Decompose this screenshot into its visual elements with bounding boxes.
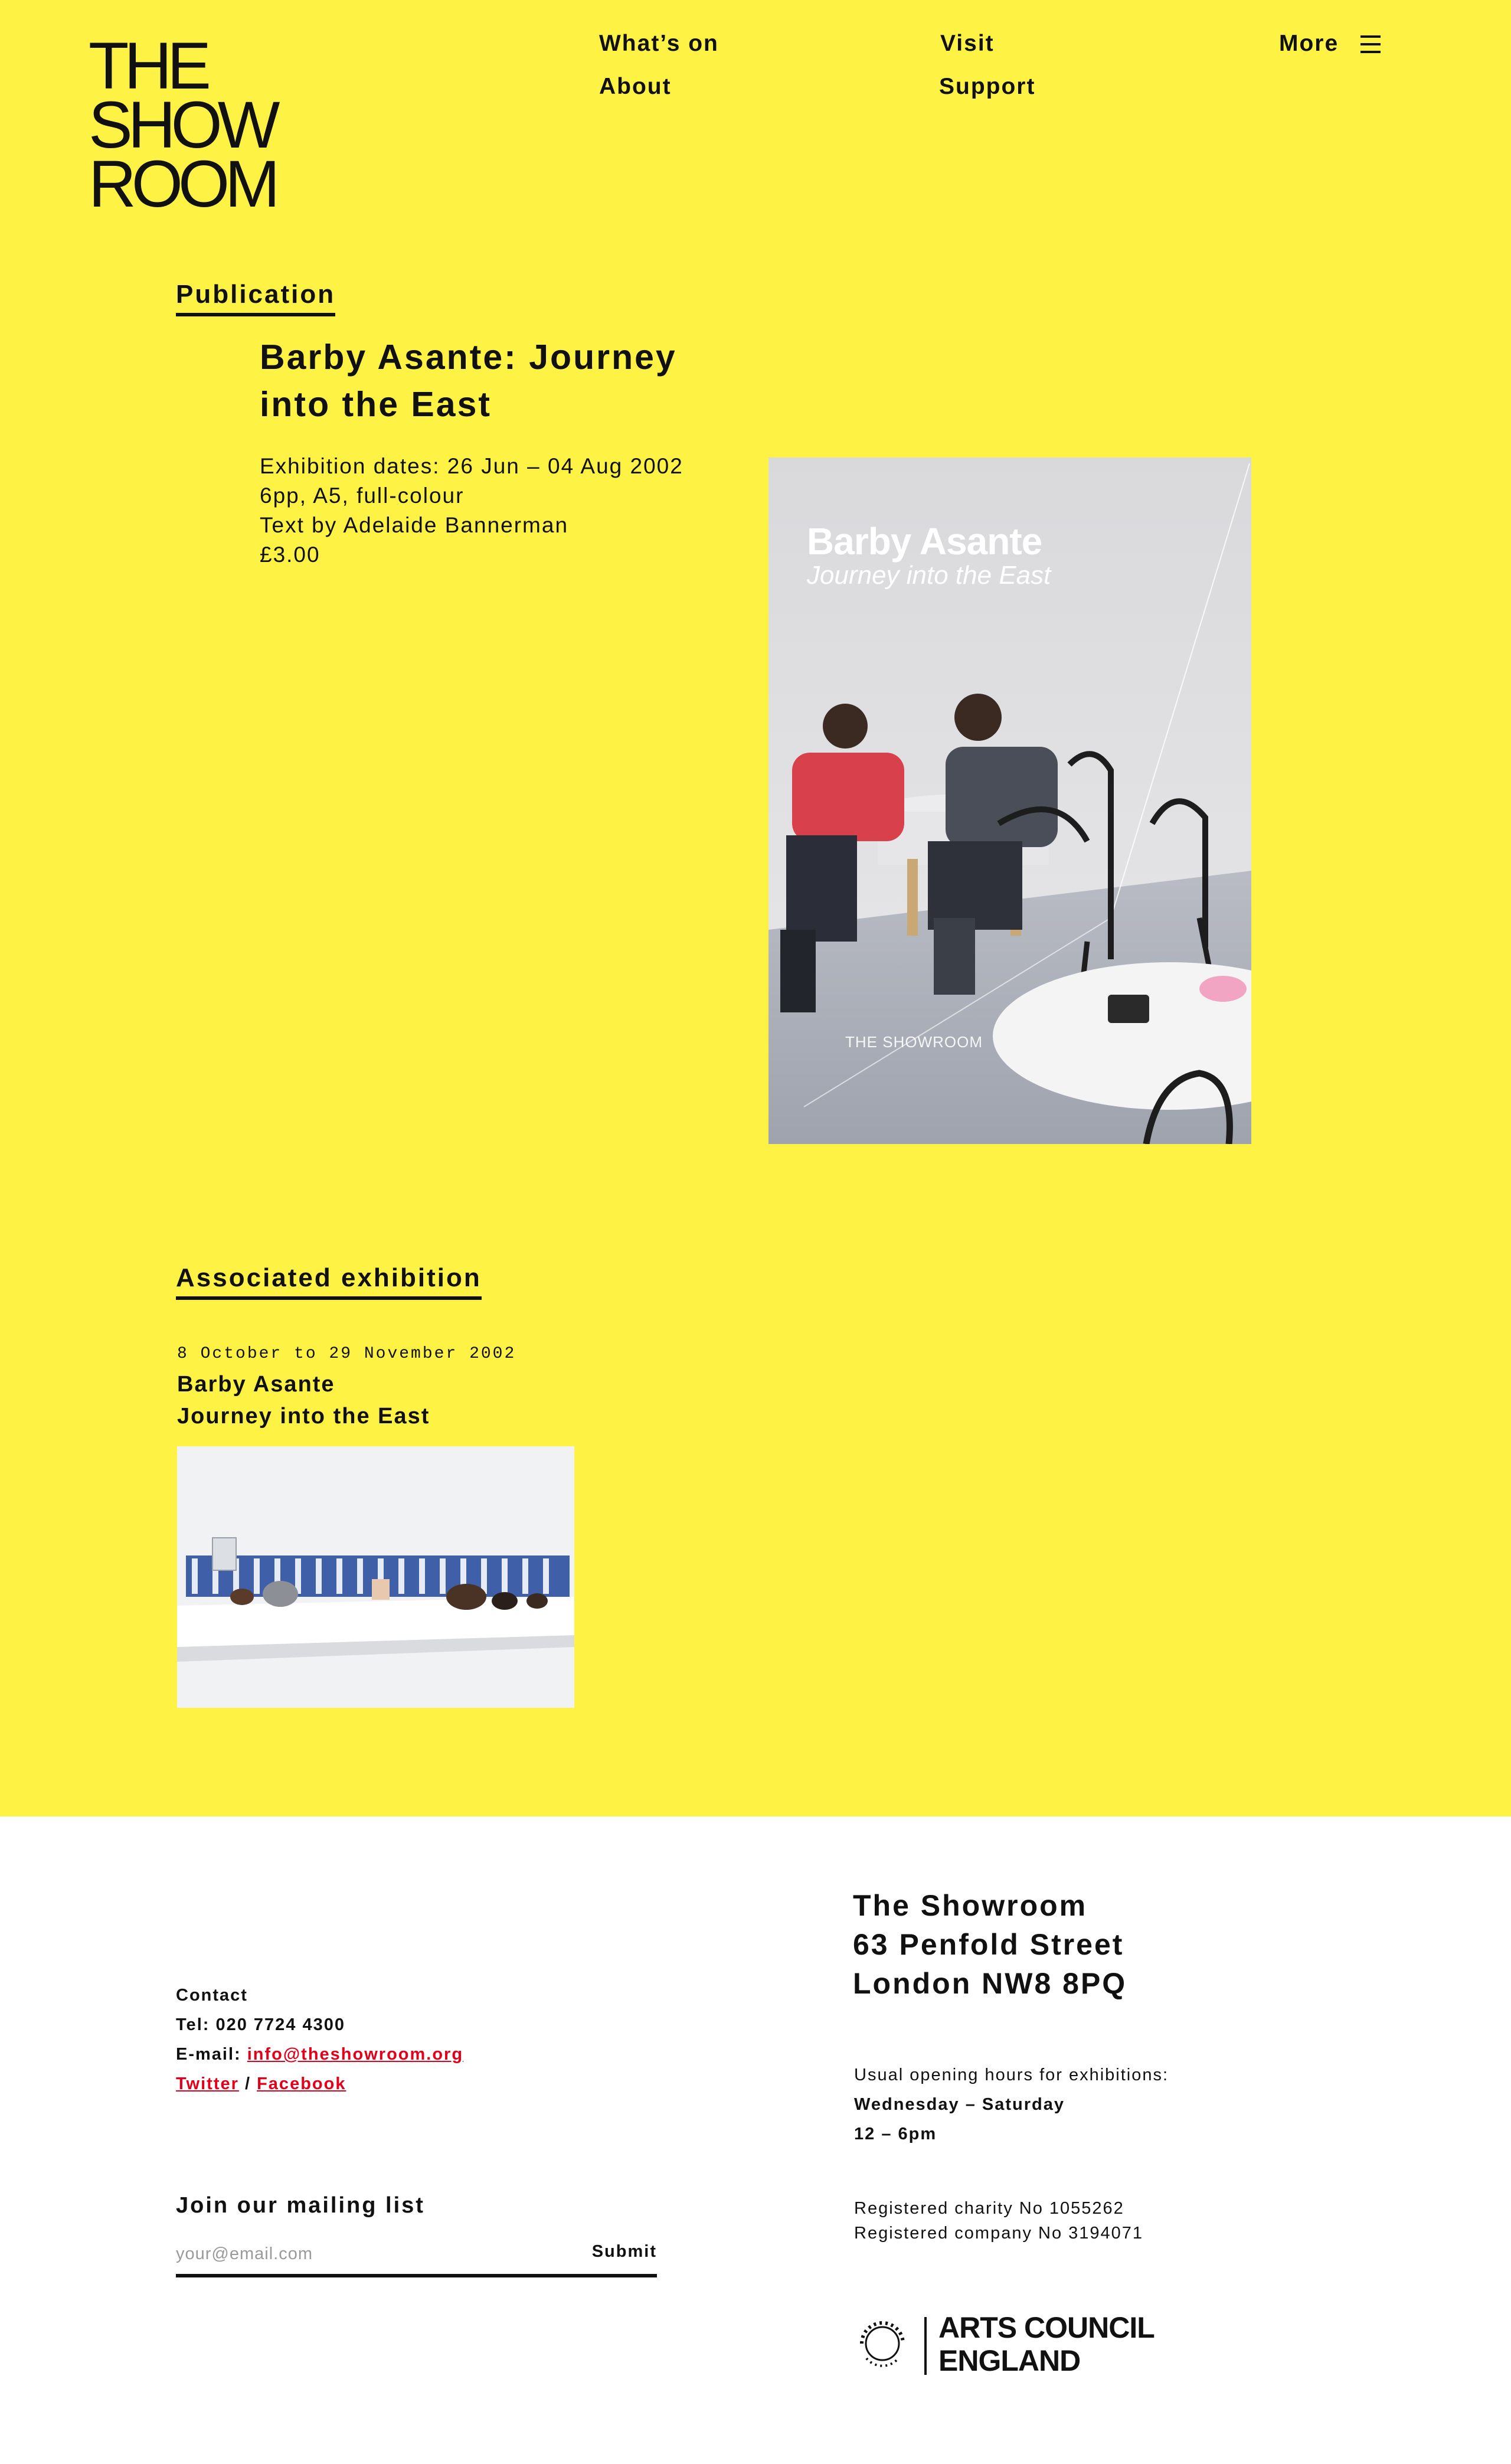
mailing-submit-button[interactable]: Submit [591,2242,657,2261]
mailing-list-heading: Join our mailing list [176,2193,425,2218]
exhibition-date: 8 October to 29 November 2002 [177,1345,516,1363]
contact-email-row [176,2040,463,2069]
cover-subtitle: Journey into the East [807,561,1051,590]
arts-council-seal-icon [850,2311,915,2376]
exhibition-title-link[interactable] [177,1368,430,1432]
contact-label: Contact [176,1986,248,2005]
contact-tel: Tel: 020 7724 4300 [176,2015,345,2034]
arts-council-england-logo[interactable] [850,2311,1180,2376]
nav-whats-on[interactable]: What’s on [599,31,719,56]
email-label: E-mail: [176,2045,241,2064]
publication-cover-image [768,457,1251,1144]
nav-about[interactable]: About [599,74,672,99]
site-logo[interactable] [89,29,276,221]
publication-text-author: Text by Adelaide Bannerman [260,513,569,537]
nav-visit[interactable]: Visit [940,31,995,56]
exhibition-thumbnail[interactable] [177,1446,574,1708]
venue-address [853,1886,1127,2003]
mailing-list-form [176,2237,657,2277]
publication-details [260,452,683,570]
opening-hours-label: Usual opening hours for exhibitions: [854,2066,1169,2084]
publication-heading: Publication [176,280,335,316]
social-links [176,2069,346,2099]
opening-hours-days: Wednesday – Saturday [854,2095,1065,2114]
logo-divider [924,2317,927,2375]
opening-hours-time: 12 – 6pm [854,2125,937,2143]
arts-council-wordmark [938,2311,1154,2377]
publication-price: £3.00 [260,543,320,567]
twitter-link[interactable]: Twitter [176,2074,239,2093]
cover-title: Barby Asante [807,520,1042,563]
address-line-3: London NW8 8PQ [853,1967,1127,2000]
email-link[interactable]: info@theshowroom.org [247,2045,464,2064]
cover-publisher-mark: THE SHOWROOM [845,1033,983,1051]
hamburger-menu-icon[interactable] [1360,35,1381,53]
publication-format: 6pp, A5, full-colour [260,483,465,508]
mailing-email-input[interactable] [176,2237,554,2270]
address-line-2: 63 Penfold Street [853,1928,1124,1961]
address-line-1: The Showroom [853,1889,1088,1922]
logo-line-3: ROOM [89,147,276,221]
associated-exhibition-heading: Associated exhibition [176,1263,482,1300]
funder-line-2: ENGLAND [938,2344,1081,2377]
facebook-link[interactable]: Facebook [257,2074,346,2093]
exhibition-title: Journey into the East [177,1404,430,1429]
exhibition-photo-illustration [177,1446,574,1708]
publication-title-line-1: Barby Asante: Journey [260,338,677,377]
nav-support[interactable]: Support [939,74,1036,99]
logo-line-2: SHOW [89,88,276,162]
social-separator: / [244,2074,251,2093]
registered-charity: Registered charity No 1055262 [854,2199,1124,2218]
publication-title [260,334,732,428]
publication-title-line-2: into the East [260,385,492,424]
logo-line-1: THE [89,29,207,103]
exhibition-artist: Barby Asante [177,1372,335,1397]
funder-line-1: ARTS COUNCIL [938,2311,1154,2344]
registered-company: Registered company No 3194071 [854,2224,1144,2243]
publication-exhibition-dates: Exhibition dates: 26 Jun – 04 Aug 2002 [260,454,683,478]
nav-more[interactable]: More [1279,31,1339,56]
